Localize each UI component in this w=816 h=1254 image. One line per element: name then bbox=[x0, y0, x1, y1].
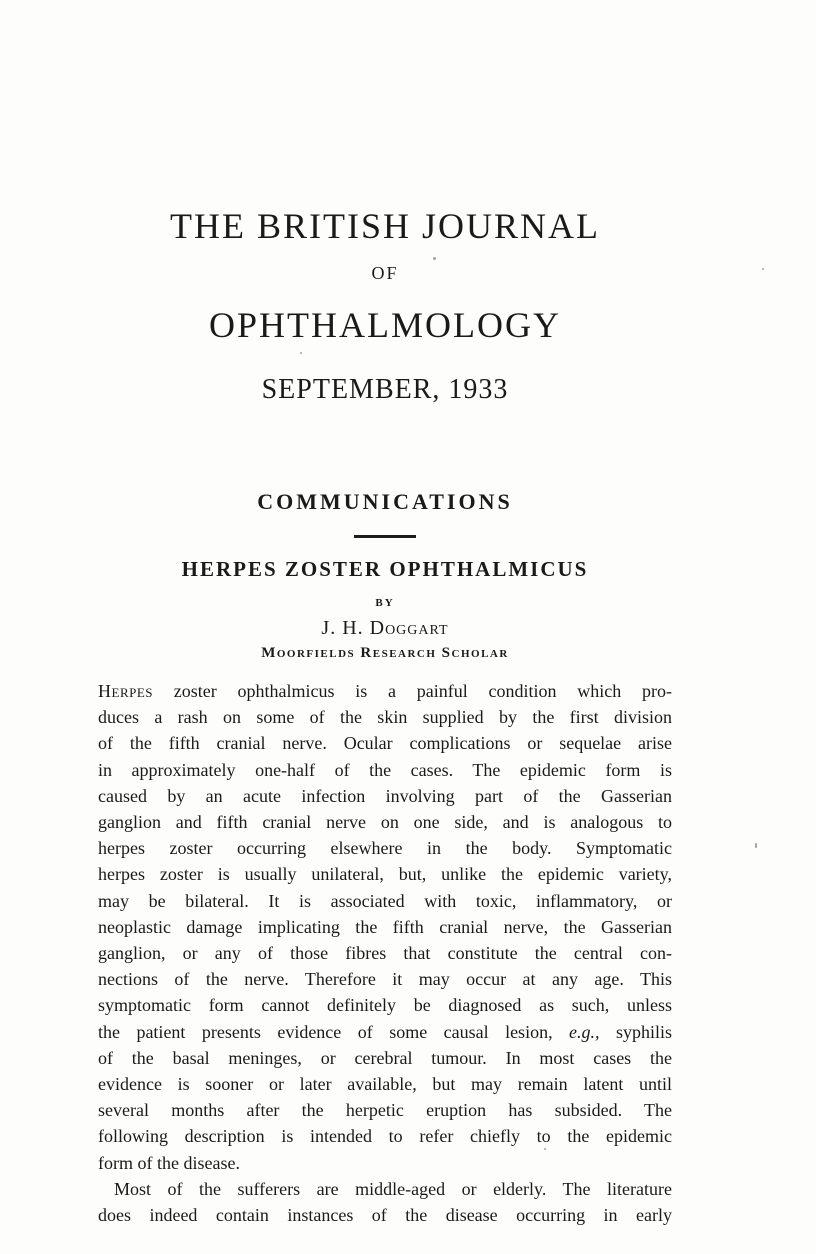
body-line: herpes zoster is usually unilateral, but, unlike the epidemic variety, bbox=[98, 864, 672, 885]
body-line: nections of the nerve. Therefore it may occur at any age. This bbox=[98, 969, 672, 990]
body-line: ganglion, or any of those fibres that constitute the central con- bbox=[98, 943, 672, 964]
body-line: herpes zoster occurring elsewhere in the body. Symptomatic bbox=[98, 838, 672, 859]
body-line: in approximately one-half of the cases. The epidemic form is bbox=[98, 759, 672, 780]
body-line-text: syphilis bbox=[616, 1021, 673, 1042]
body-line: duces a rash on some of the skin supplied by the first division bbox=[98, 707, 672, 728]
paragraph-1 bbox=[98, 678, 672, 1176]
body-line: several months after the herpetic eruption has subsided. The bbox=[98, 1100, 672, 1121]
body-line: of the fifth cranial nerve. Ocular complications or sequelae arise bbox=[98, 733, 672, 754]
journal-title-line1: THE BRITISH JOURNAL bbox=[170, 206, 600, 246]
italic-term: e.g., bbox=[569, 1021, 600, 1042]
body-line: does indeed contain instances of the disease occurring in early bbox=[98, 1205, 672, 1226]
journal-title-line2: OPHTHALMOLOGY bbox=[209, 305, 561, 345]
body-line: symptomatic form cannot definitely be diagnosed as such, unless bbox=[98, 995, 672, 1016]
scan-speck bbox=[544, 1148, 546, 1150]
lead-word: Herpes bbox=[98, 681, 154, 701]
scan-speck bbox=[755, 843, 757, 848]
article-body bbox=[98, 678, 672, 1228]
article-title: HERPES ZOSTER OPHTHALMICUS bbox=[181, 557, 589, 581]
journal-title-connector: OF bbox=[371, 263, 399, 283]
body-line: of the basal meninges, or cerebral tumour. In most cases the bbox=[98, 1047, 672, 1068]
body-line: form of the disease. bbox=[98, 1152, 240, 1173]
communications-heading: COMMUNICATIONS bbox=[257, 489, 513, 514]
author-affiliation: Moorfields Research Scholar bbox=[261, 645, 509, 661]
byline-label: BY bbox=[375, 597, 395, 609]
body-line: following description is intended to refer chiefly to the epidemic bbox=[98, 1126, 672, 1147]
scan-speck bbox=[762, 268, 764, 270]
scan-speck bbox=[433, 257, 436, 260]
body-line: may be bilateral. It is associated with toxic, inflammatory, or bbox=[98, 890, 672, 911]
body-line: ganglion and fifth cranial nerve on one side, and is analogous to bbox=[98, 812, 672, 833]
body-line-text: the patient presents evidence of some causal lesion, bbox=[98, 1021, 553, 1042]
body-line: evidence is sooner or later available, but may remain latent until bbox=[98, 1074, 672, 1095]
body-line: caused by an acute infection involving part of the Gasserian bbox=[98, 785, 672, 806]
body-line: Most of the sufferers are middle-aged or elderly. The literature bbox=[114, 1178, 672, 1199]
issue-date: SEPTEMBER, 1933 bbox=[261, 374, 509, 405]
body-line: neoplastic damage implicating the fifth cranial nerve, the Gasserian bbox=[98, 916, 672, 937]
body-line bbox=[98, 678, 672, 704]
section-rule bbox=[354, 535, 416, 538]
body-line-text: zoster ophthalmicus is a painful condition which pro- bbox=[173, 681, 673, 701]
body-line bbox=[98, 1019, 672, 1045]
author-name: J. H. Doggart bbox=[321, 617, 449, 639]
paragraph-2 bbox=[98, 1176, 672, 1228]
page-content bbox=[98, 0, 672, 1228]
scan-speck bbox=[300, 352, 302, 354]
